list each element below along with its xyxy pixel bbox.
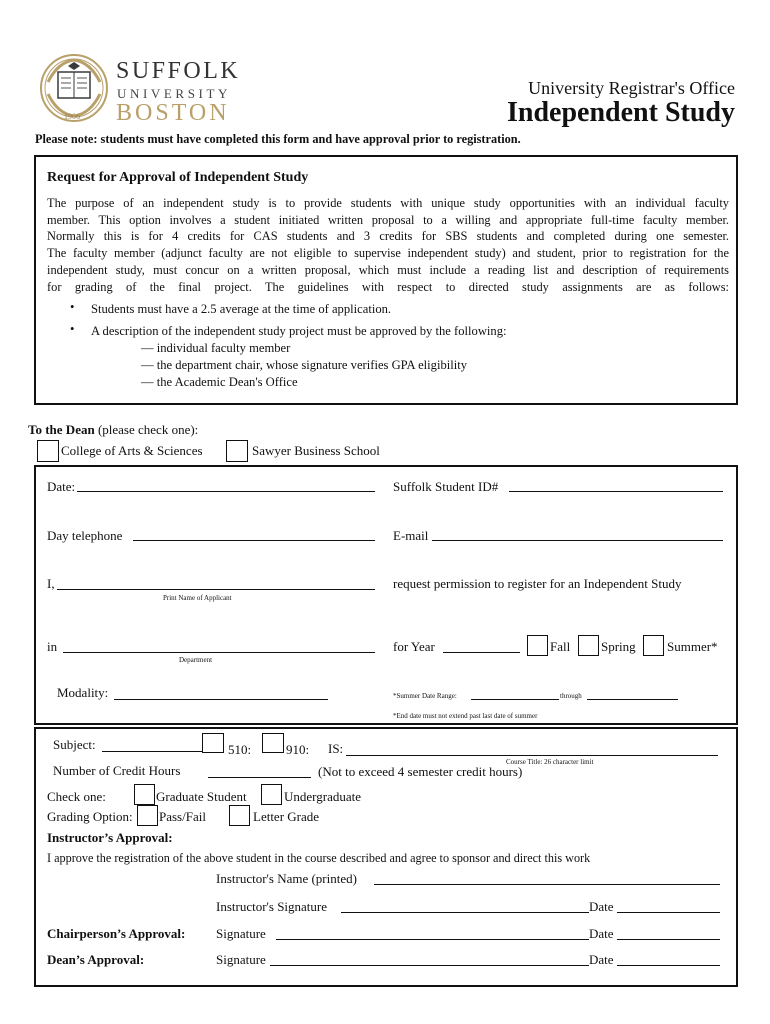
day-telephone-field[interactable] bbox=[133, 540, 375, 541]
course-title-caption: Course Title: 26 character limit bbox=[506, 758, 594, 766]
summer-end-note: *End date must not extend past last date of summer bbox=[393, 712, 538, 720]
subject-label: Subject: bbox=[53, 737, 96, 752]
chair-date-field[interactable] bbox=[617, 939, 720, 940]
fall-checkbox[interactable] bbox=[527, 635, 548, 656]
dean-signature-field[interactable] bbox=[270, 965, 589, 966]
pass-fail-checkbox[interactable] bbox=[137, 805, 158, 826]
chair-approval-heading: Chairperson’s Approval: bbox=[47, 926, 186, 941]
summer-range-label: *Summer Date Range: bbox=[393, 692, 457, 700]
summer-end-field[interactable] bbox=[587, 699, 678, 700]
modality-label: Modality: bbox=[57, 685, 109, 700]
grading-option-label: Grading Option: bbox=[47, 809, 133, 824]
dean-date-field[interactable] bbox=[617, 965, 720, 966]
bullet-gpa: Students must have a 2.5 average at the time of application. bbox=[91, 302, 392, 316]
day-telephone-label: Day telephone bbox=[47, 528, 123, 543]
approver-chair: — the department chair, whose signature verifies GPA eligibility bbox=[141, 358, 468, 372]
510-checkbox[interactable] bbox=[202, 733, 224, 753]
910-checkbox[interactable] bbox=[262, 733, 284, 753]
dean-signature-label: Signature bbox=[216, 952, 266, 967]
instructor-signature-label: Instructor's Signature bbox=[216, 899, 328, 914]
paragraph-line: The purpose of an independent study is to provide students with unique study opportunities with an individual faculty bbox=[47, 196, 729, 210]
university-logo bbox=[38, 52, 243, 124]
credit-hours-field[interactable] bbox=[208, 777, 311, 778]
credit-hours-label: Number of Credit Hours bbox=[53, 763, 181, 778]
page-title: Independent Study bbox=[507, 97, 735, 128]
dean-date-label: Date bbox=[589, 952, 614, 967]
check-one-label: Check one: bbox=[47, 789, 106, 804]
instructor-signature-field[interactable] bbox=[341, 912, 589, 913]
instructor-name-field[interactable] bbox=[374, 884, 720, 885]
in-label: in bbox=[47, 639, 58, 654]
cas-checkbox[interactable] bbox=[37, 440, 59, 462]
dean-label bbox=[28, 422, 198, 438]
print-name-caption: Print Name of Applicant bbox=[163, 594, 232, 602]
applicant-name-field[interactable] bbox=[57, 589, 375, 590]
undergraduate-label: Undergraduate bbox=[284, 789, 362, 804]
subject-field[interactable] bbox=[102, 751, 202, 752]
summer-checkbox[interactable] bbox=[643, 635, 664, 656]
chair-signature-label: Signature bbox=[216, 926, 266, 941]
seal-year: 1906 bbox=[64, 112, 80, 121]
instructor-name-label: Instructor's Name (printed) bbox=[216, 871, 357, 886]
cas-label: College of Arts & Sciences bbox=[61, 443, 203, 458]
date-label: Date: bbox=[47, 479, 76, 494]
date-field[interactable] bbox=[77, 491, 375, 492]
instructor-approval-heading: Instructor’s Approval: bbox=[47, 830, 173, 845]
bullet-description: A description of the independent study project must be approved by the following: bbox=[91, 324, 507, 338]
pass-fail-label: Pass/Fail bbox=[159, 809, 206, 824]
wordmark-boston: BOSTON bbox=[116, 100, 230, 126]
is-label: IS: bbox=[328, 741, 344, 756]
instructor-date-label: Date bbox=[589, 899, 614, 914]
through-label: through bbox=[560, 692, 582, 700]
office-name: University Registrar's Office bbox=[528, 78, 735, 98]
chair-date-label: Date bbox=[589, 926, 614, 941]
credit-hours-note: (Not to exceed 4 semester credit hours) bbox=[318, 764, 523, 779]
paragraph-line: The faculty member (adjunct faculty are not eligible to supervise independent study) and student, prior to registration for the bbox=[47, 246, 729, 261]
registration-note: Please note: students must have completed this form and have approval prior to registration. bbox=[35, 132, 521, 146]
letter-grade-label: Letter Grade bbox=[253, 809, 320, 824]
dean-label-bold: To the Dean bbox=[28, 422, 95, 437]
applicant-i-label: I, bbox=[47, 576, 55, 591]
letter-grade-checkbox[interactable] bbox=[229, 805, 250, 826]
student-id-field[interactable] bbox=[509, 491, 723, 492]
paragraph-line: for grading of the final project. The guidelines with respect to directed study assignments are as follows: bbox=[47, 279, 729, 294]
910-label: 910: bbox=[286, 742, 310, 757]
student-info-box bbox=[34, 465, 738, 725]
approver-dean: — the Academic Dean's Office bbox=[141, 375, 298, 389]
wordmark-university: UNIVERSITY bbox=[117, 86, 231, 101]
paragraph-line: member. This option involves a student initiated written proposal to a willing and appropriate full-time faculty member. bbox=[47, 212, 729, 227]
year-field[interactable] bbox=[443, 652, 520, 653]
for-year-label: for Year bbox=[393, 639, 435, 654]
email-label: E-mail bbox=[393, 528, 429, 543]
bullet-icon: • bbox=[70, 322, 75, 336]
summer-label: Summer* bbox=[667, 639, 718, 654]
graduate-label: Graduate Student bbox=[156, 789, 247, 804]
paragraph-line: Normally this is for 4 credits for CAS students and 3 credits for SBS students and completed during one semester. bbox=[47, 229, 729, 244]
summer-start-field[interactable] bbox=[471, 699, 559, 700]
info-heading: Request for Approval of Independent Study bbox=[47, 170, 309, 185]
bullet-icon: • bbox=[70, 300, 75, 314]
spring-label: Spring bbox=[601, 639, 636, 654]
course-title-field[interactable] bbox=[346, 755, 718, 756]
fall-label: Fall bbox=[550, 639, 571, 654]
dean-label-rest: (please check one): bbox=[97, 422, 199, 437]
dean-approval-heading: Dean’s Approval: bbox=[47, 952, 145, 967]
instructor-date-field[interactable] bbox=[617, 912, 720, 913]
department-field[interactable] bbox=[63, 652, 375, 653]
sbs-checkbox[interactable] bbox=[226, 440, 248, 462]
email-field[interactable] bbox=[432, 540, 723, 541]
modality-field[interactable] bbox=[114, 699, 328, 700]
request-permission-text: request permission to register for an Independent Study bbox=[393, 576, 682, 591]
approver-faculty: — individual faculty member bbox=[141, 341, 291, 355]
undergraduate-checkbox[interactable] bbox=[261, 784, 282, 805]
wordmark-suffolk: SUFFOLK bbox=[116, 58, 241, 84]
sbs-label: Sawyer Business School bbox=[252, 443, 380, 458]
approval-statement: I approve the registration of the above student in the course described and agree to sponsor and direct this work bbox=[47, 851, 591, 865]
department-caption: Department bbox=[179, 656, 213, 664]
spring-checkbox[interactable] bbox=[578, 635, 599, 656]
info-paragraph bbox=[47, 195, 729, 295]
student-id-label: Suffolk Student ID# bbox=[393, 479, 499, 494]
510-label: 510: bbox=[228, 742, 252, 757]
chair-signature-field[interactable] bbox=[276, 939, 589, 940]
paragraph-line: independent study, must concur on a written proposal, which must include a reading list and description of requirements bbox=[47, 262, 729, 277]
graduate-checkbox[interactable] bbox=[134, 784, 155, 805]
